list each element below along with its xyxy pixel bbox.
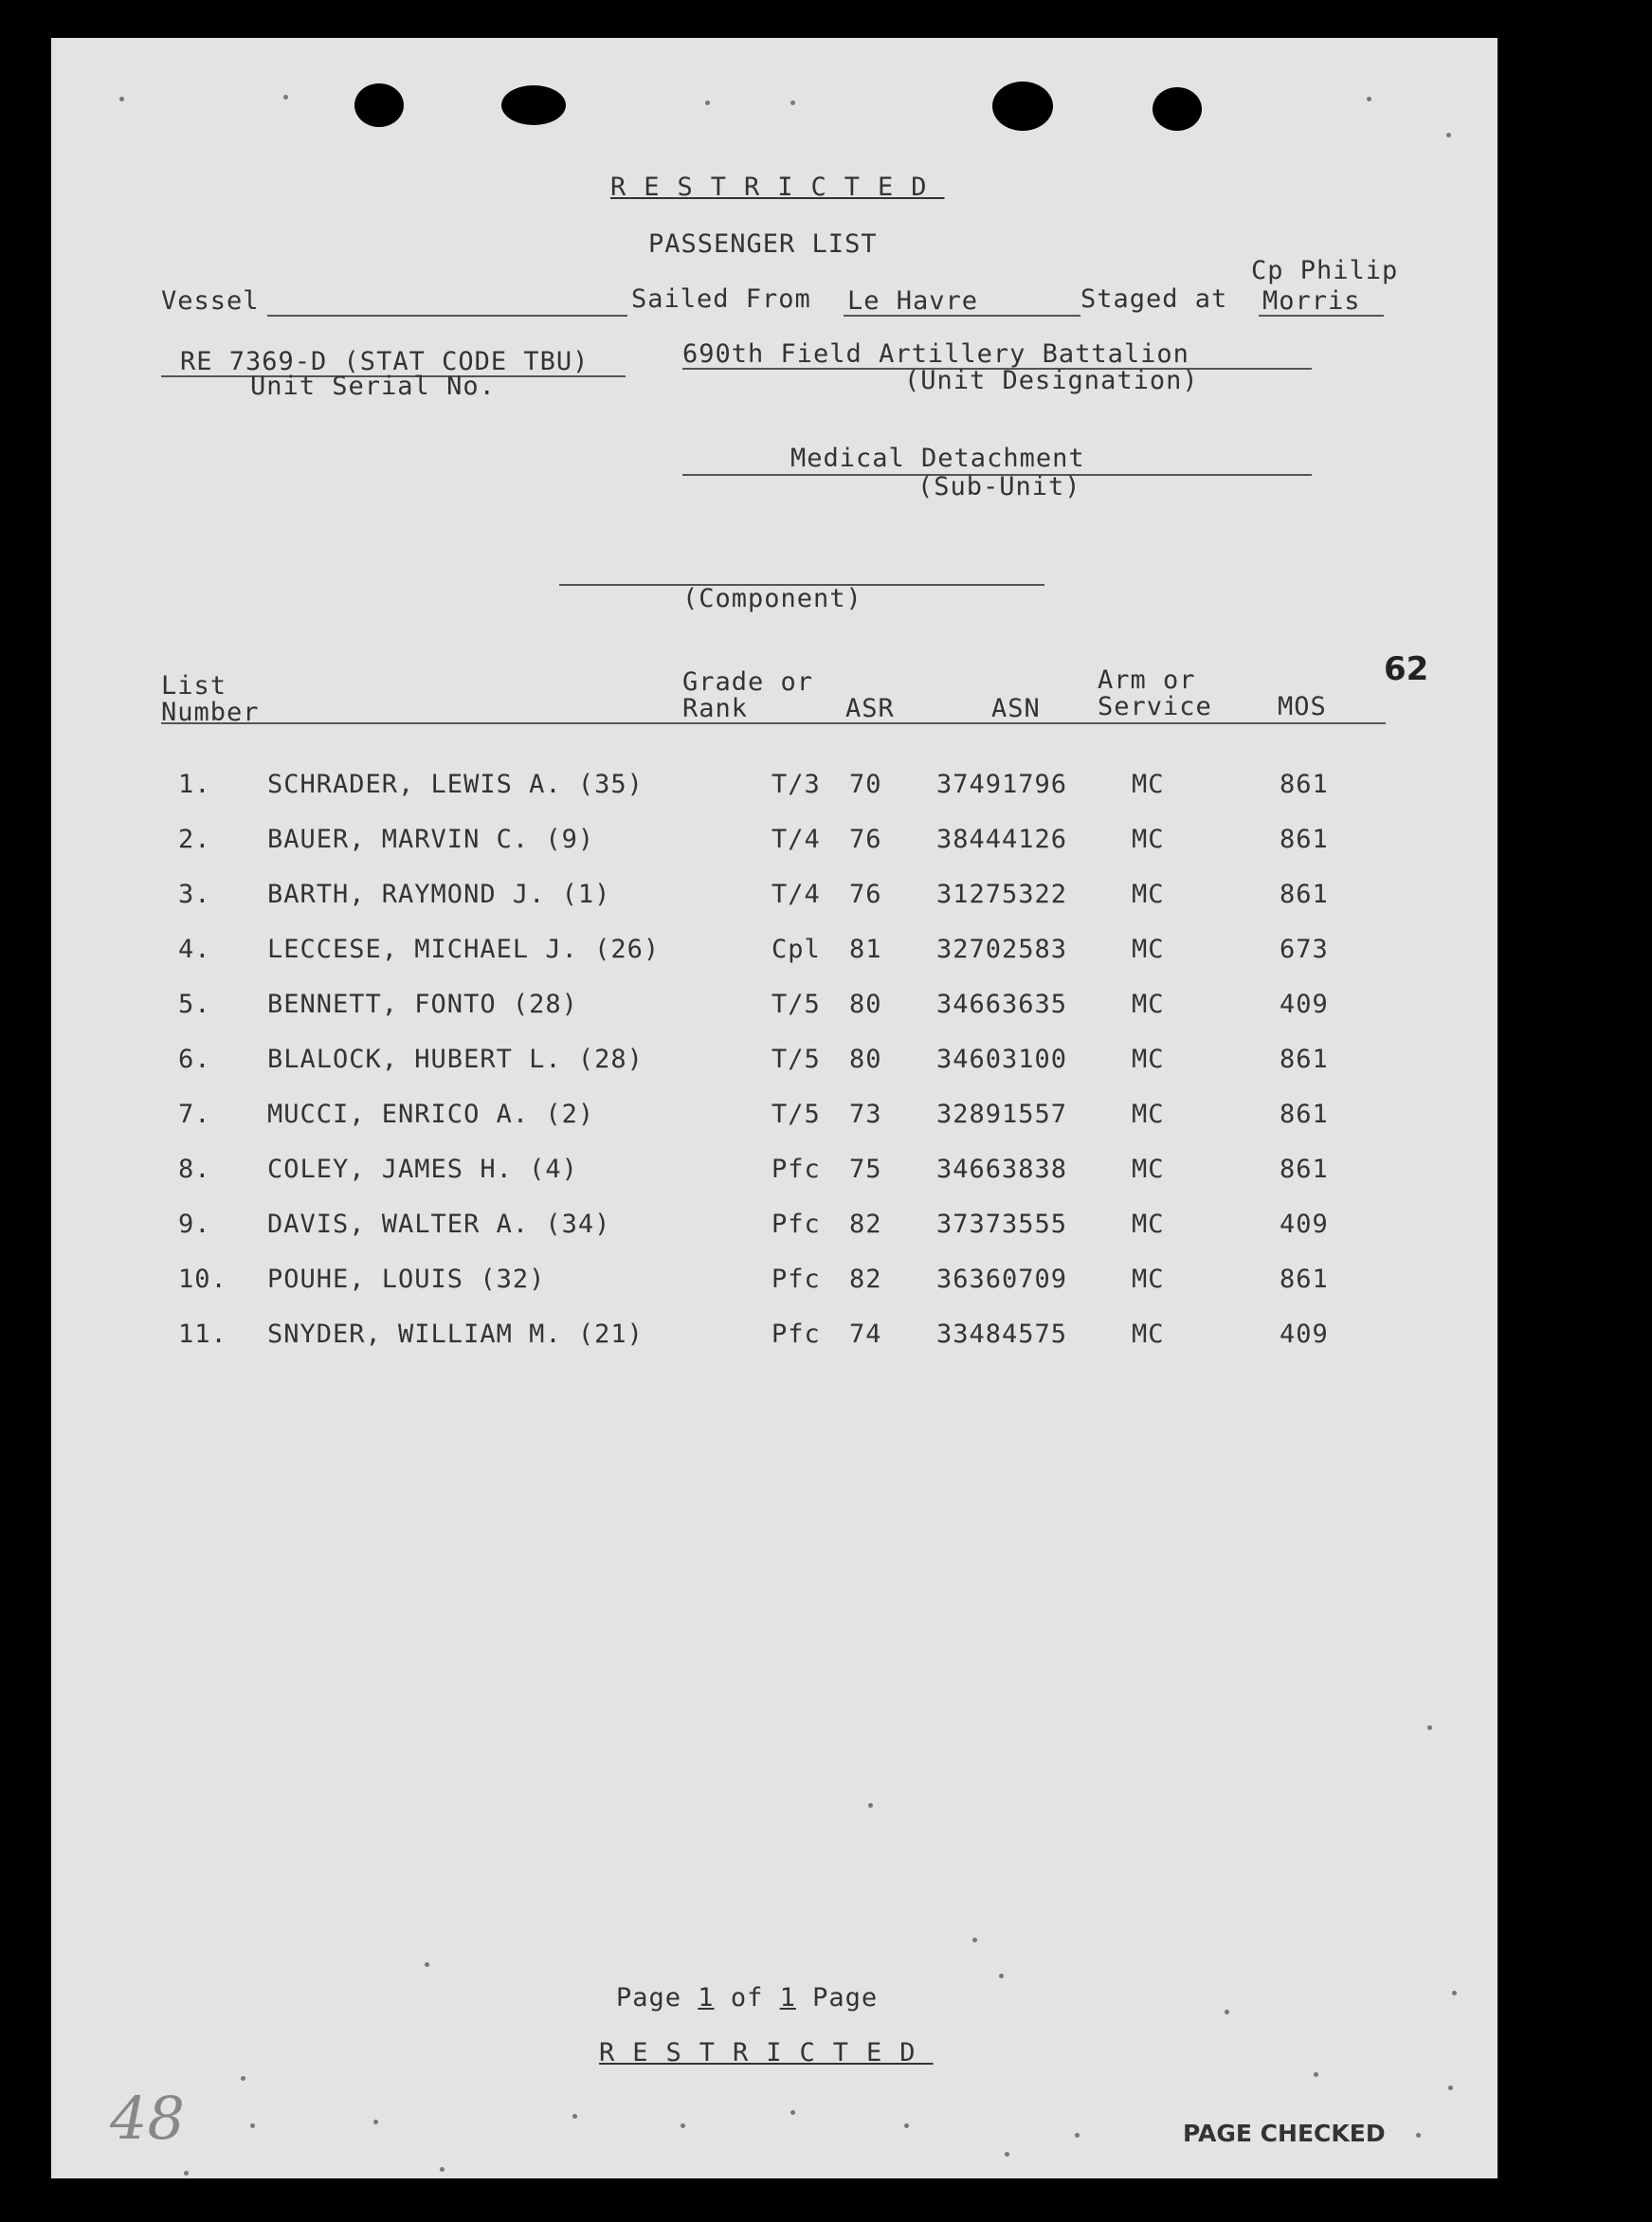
grade-rank: Pfc [772, 1265, 821, 1294]
mos-code: 673 [1280, 935, 1329, 964]
arm-service: MC [1132, 770, 1165, 799]
passenger-name: BARTH, RAYMOND J. (1) [267, 880, 611, 909]
punch-hole [354, 83, 404, 127]
list-number: 6. [178, 1045, 211, 1074]
asn-value: 34663635 [936, 990, 1068, 1019]
mos-code: 409 [1280, 1210, 1329, 1239]
passenger-name: BENNETT, FONTO (28) [267, 990, 578, 1019]
sailed-from-line [844, 315, 1080, 317]
mos-code: 861 [1280, 1100, 1329, 1129]
page-count [616, 1983, 878, 2013]
grade-rank: Pfc [772, 1320, 821, 1349]
list-number: 2. [178, 825, 211, 854]
arm-service: MC [1132, 1045, 1165, 1074]
col-list-line2: Number [161, 698, 260, 727]
sailed-from-value: Le Havre [847, 286, 979, 316]
staged-at-value-line1: Cp Philip [1251, 256, 1399, 285]
vessel-label: Vessel [161, 286, 260, 316]
speck [1448, 2085, 1453, 2090]
passenger-name: COLEY, JAMES H. (4) [267, 1155, 578, 1184]
page-total: 1 [779, 1983, 796, 2013]
arm-service: MC [1132, 1155, 1165, 1184]
asn-value: 36360709 [936, 1265, 1068, 1294]
col-arm-line1: Arm or [1098, 665, 1196, 695]
list-number: 11. [178, 1320, 227, 1349]
sub-unit-label: (Sub-Unit) [917, 472, 1081, 501]
speck [1225, 2010, 1229, 2014]
asr-value: 75 [849, 1155, 882, 1184]
grade-rank: T/4 [772, 880, 821, 909]
punch-hole [1153, 87, 1202, 131]
grade-rank: T/3 [772, 770, 821, 799]
speck [868, 1803, 873, 1808]
mos-code: 861 [1280, 880, 1329, 909]
speck [1416, 2133, 1421, 2138]
speck [1314, 2072, 1318, 2077]
asn-value: 32891557 [936, 1100, 1068, 1129]
list-number: 3. [178, 880, 211, 909]
table-row [51, 1100, 1498, 1138]
passenger-name: BLALOCK, HUBERT L. (28) [267, 1045, 644, 1074]
asr-value: 70 [849, 770, 882, 799]
grade-rank: Pfc [772, 1210, 821, 1239]
asn-value: 33484575 [936, 1320, 1068, 1349]
punch-hole [992, 82, 1053, 131]
arm-service: MC [1132, 1265, 1165, 1294]
col-grade-line2: Rank [682, 694, 749, 723]
list-number: 1. [178, 770, 211, 799]
passenger-name: SNYDER, WILLIAM M. (21) [267, 1320, 644, 1349]
asr-value: 76 [849, 825, 882, 854]
asn-value: 37373555 [936, 1210, 1068, 1239]
speck [241, 2076, 245, 2081]
passenger-name: LECCESE, MICHAEL J. (26) [267, 935, 661, 964]
speck [790, 100, 795, 105]
list-number: 9. [178, 1210, 211, 1239]
handwritten-number: 48 [110, 2084, 185, 2153]
asr-value: 80 [849, 1045, 882, 1074]
asr-value: 73 [849, 1100, 882, 1129]
arm-service: MC [1132, 1100, 1165, 1129]
document-title: PASSENGER LIST [648, 229, 878, 259]
asn-value: 38444126 [936, 825, 1068, 854]
list-number: 4. [178, 935, 211, 964]
speck [972, 1938, 977, 1942]
grade-rank: Cpl [772, 935, 821, 964]
arm-service: MC [1132, 1210, 1165, 1239]
arm-service: MC [1132, 825, 1165, 854]
mos-code: 409 [1280, 1320, 1329, 1349]
speck [1446, 133, 1451, 137]
mos-code: 861 [1280, 1155, 1329, 1184]
speck [1005, 2152, 1009, 2157]
page-prefix: Page [616, 1983, 682, 2013]
asr-value: 74 [849, 1320, 882, 1349]
page-stamp-number: 62 [1384, 650, 1429, 688]
speck [572, 2114, 577, 2119]
table-row [51, 770, 1498, 808]
speck [250, 2123, 255, 2128]
mos-code: 861 [1280, 1265, 1329, 1294]
staged-at-label: Staged at [1080, 284, 1228, 314]
speck [184, 2171, 189, 2176]
unit-serial-value: RE 7369-D (STAT CODE TBU) [180, 347, 590, 376]
asn-value: 37491796 [936, 770, 1068, 799]
table-row [51, 825, 1498, 863]
asr-value: 80 [849, 990, 882, 1019]
arm-service: MC [1132, 1320, 1165, 1349]
header-rule [161, 722, 1386, 724]
mos-code: 861 [1280, 825, 1329, 854]
page-current: 1 [698, 1983, 715, 2013]
unit-designation-label: (Unit Designation) [904, 366, 1199, 395]
speck [119, 97, 124, 101]
arm-service: MC [1132, 880, 1165, 909]
arm-service: MC [1132, 935, 1165, 964]
staged-at-value-line2: Morris [1262, 286, 1361, 316]
col-asn: ASN [991, 694, 1041, 723]
grade-rank: T/5 [772, 1100, 821, 1129]
speck [373, 2120, 378, 2124]
component-label: (Component) [682, 584, 862, 613]
asr-value: 82 [849, 1265, 882, 1294]
passenger-name: SCHRADER, LEWIS A. (35) [267, 770, 644, 799]
sailed-from-label: Sailed From [631, 284, 811, 314]
staged-at-line [1259, 315, 1384, 317]
grade-rank: T/4 [772, 825, 821, 854]
page-of: of [730, 1983, 764, 2013]
asn-value: 34603100 [936, 1045, 1068, 1074]
mos-code: 409 [1280, 990, 1329, 1019]
list-number: 8. [178, 1155, 211, 1184]
table-row [51, 1045, 1498, 1083]
mos-code: 861 [1280, 1045, 1329, 1074]
col-arm-line2: Service [1098, 692, 1212, 721]
speck [1075, 2133, 1080, 2138]
table-row [51, 1210, 1498, 1248]
table-row [51, 935, 1498, 973]
asr-value: 82 [849, 1210, 882, 1239]
arm-service: MC [1132, 990, 1165, 1019]
list-number: 5. [178, 990, 211, 1019]
passenger-name: MUCCI, ENRICO A. (2) [267, 1100, 595, 1129]
col-mos: MOS [1278, 692, 1327, 721]
page-suffix: Page [812, 1983, 879, 2013]
col-grade-line1: Grade or [682, 667, 814, 697]
speck [1367, 97, 1371, 101]
col-asr: ASR [845, 694, 895, 723]
asr-value: 76 [849, 880, 882, 909]
grade-rank: T/5 [772, 1045, 821, 1074]
table-row [51, 990, 1498, 1028]
asn-value: 34663838 [936, 1155, 1068, 1184]
mos-code: 861 [1280, 770, 1329, 799]
speck [1427, 1725, 1432, 1730]
speck [440, 2167, 445, 2172]
list-number: 10. [178, 1265, 227, 1294]
table-row [51, 1265, 1498, 1302]
speck [705, 100, 710, 105]
asn-value: 31275322 [936, 880, 1068, 909]
speck [790, 2110, 795, 2115]
passenger-name: BAUER, MARVIN C. (9) [267, 825, 595, 854]
table-row [51, 1320, 1498, 1357]
grade-rank: Pfc [772, 1155, 821, 1184]
unit-serial-label: Unit Serial No. [250, 372, 496, 401]
asr-value: 81 [849, 935, 882, 964]
grade-rank: T/5 [772, 990, 821, 1019]
asn-value: 32702583 [936, 935, 1068, 964]
document-page [51, 38, 1498, 2178]
speck [283, 95, 288, 100]
passenger-name: POUHE, LOUIS (32) [267, 1265, 546, 1294]
sub-unit-value: Medical Detachment [790, 444, 1085, 473]
unit-designation-value: 690th Field Artillery Battalion [682, 339, 1189, 369]
speck [999, 1974, 1004, 1978]
passenger-name: DAVIS, WALTER A. (34) [267, 1210, 611, 1239]
table-row [51, 1155, 1498, 1193]
vessel-line [267, 315, 627, 317]
punch-hole [501, 85, 566, 125]
speck [681, 2123, 685, 2128]
restricted-heading-bottom: RESTRICTED [599, 2038, 934, 2067]
speck [1452, 1991, 1457, 1995]
speck [425, 1962, 429, 1967]
speck [904, 2123, 909, 2128]
col-list-line1: List [161, 671, 227, 701]
restricted-heading-top: RESTRICTED [610, 173, 945, 202]
page-checked-stamp: PAGE CHECKED [1183, 2120, 1386, 2147]
table-row [51, 880, 1498, 918]
list-number: 7. [178, 1100, 211, 1129]
